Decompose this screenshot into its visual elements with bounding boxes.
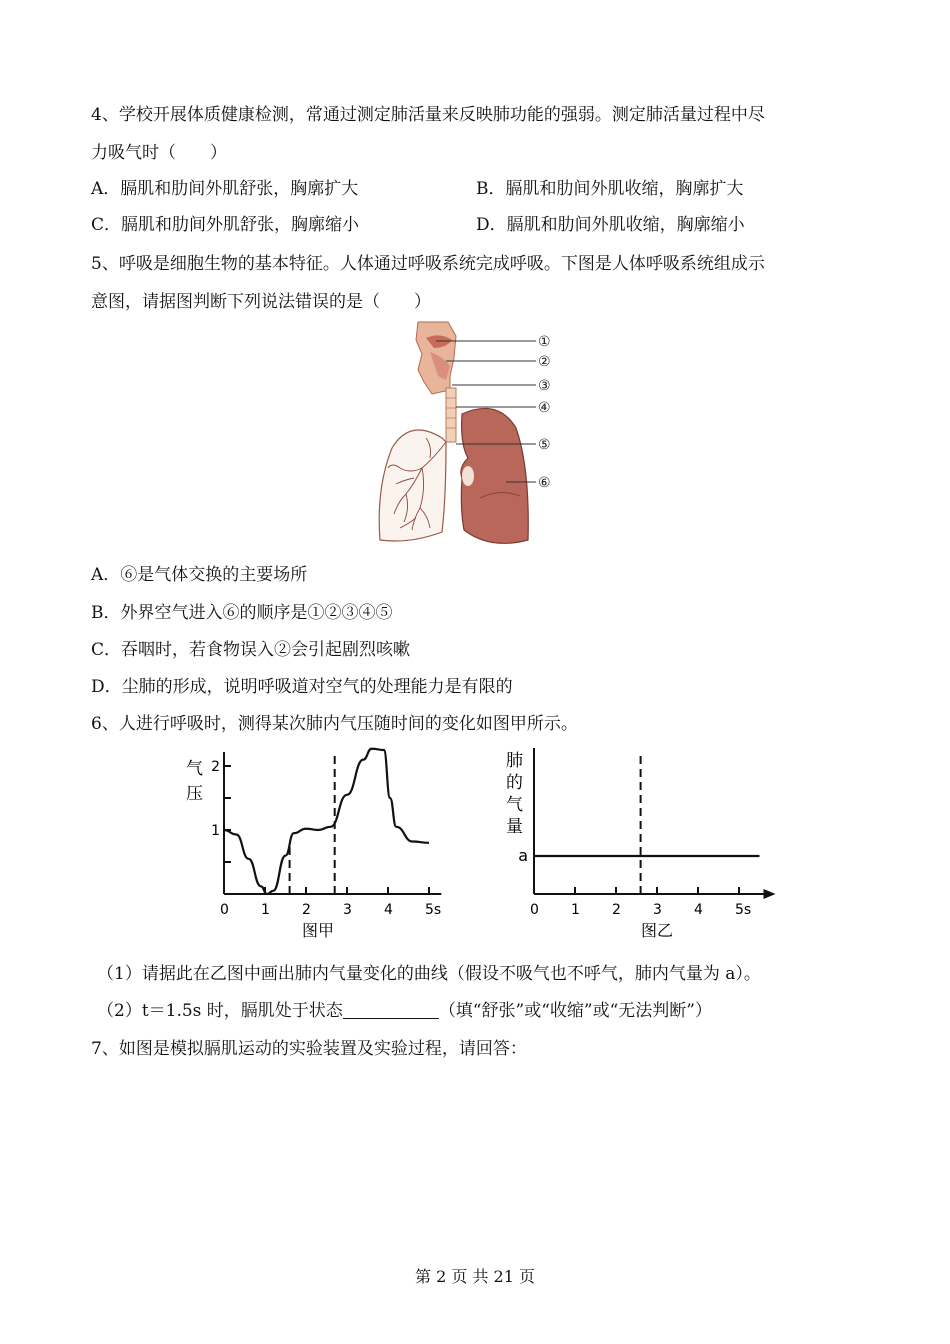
q4-stem-line2: 力吸气时（ ） [91,143,227,163]
chart-yi-title: 图乙 [640,921,674,940]
q7-stem: 7、如图是模拟膈肌运动的实验装置及实验过程，请回答： [91,1039,527,1059]
q6-sub2 [97,999,712,1023]
chart-jia-title: 图甲 [301,921,335,940]
chart-yi-xtick-label: 5s [735,902,752,918]
figure-label-4: ④ [538,400,551,416]
respiratory-system-figure [370,318,570,550]
chart-yi-ytick-a: a [518,846,528,865]
q5-stem-line1: 5、呼吸是细胞生物的基本特征。人体通过呼吸系统完成呼吸。下图是人体呼吸系统组成示 [91,254,765,274]
q4-option-d: D．膈肌和肋间外肌收缩，胸廓缩小 [476,215,745,235]
q4-option-b: B．膈肌和肋间外肌收缩，胸廓扩大 [476,179,744,199]
q5-stem-line2: 意图，请据图判断下列说法错误的是（ ） [91,292,431,312]
q6-sub1: （1）请据此在乙图中画出肺内气量变化的曲线（假设不吸气也不呼气，肺内气量为 a）。 [97,964,761,984]
chart-jia-ylabel-char2: 压 [186,784,203,804]
chart-jia-xtick-label: 1 [261,902,270,918]
chart-yi-xtick-label: 1 [571,902,580,918]
q5-option-a: A．⑥是气体交换的主要场所 [91,565,308,585]
chart-jia-ylabel-char1: 气 [186,759,203,779]
chart-jia-xtick-label: 0 [220,902,229,918]
chart-jia-ytick-label: 2 [211,759,220,775]
chart-jia-xtick-label: 2 [302,902,311,918]
chart-jia [180,742,470,947]
chart-yi-ylabel-char: 的 [506,773,523,793]
chart-yi-ylabel-char: 量 [506,817,523,837]
chart-yi-x-arrow [764,889,776,899]
chart-jia-xtick-label: 4 [384,902,393,918]
q6-answer-blank[interactable] [343,1000,439,1019]
q4-option-c: C．膈肌和肋间外肌舒张，胸廓缩小 [91,215,360,235]
chart-yi-xtick-label: 3 [653,902,662,918]
figure-label-6: ⑥ [538,475,551,491]
chart-yi-ylabel-char: 气 [506,795,523,815]
q5-option-b: B．外界空气进入⑥的顺序是①②③④⑤ [91,603,393,623]
chart-yi-xtick-label: 2 [612,902,621,918]
chart-yi-xtick-label: 4 [694,902,703,918]
chart-jia-ytick-label: 1 [211,823,220,839]
q4-stem-line1: 4、学校开展体质健康检测，常通过测定肺活量来反映肺功能的强弱。测定肺活量过程中尽 [91,105,765,125]
figure-label-2: ② [538,354,551,370]
chart-yi-ylabel-char: 肺 [506,751,523,771]
chart-jia-pressure-curve [224,749,429,894]
q5-option-d: D．尘肺的形成，说明呼吸道对空气的处理能力是有限的 [91,677,513,697]
chart-jia-xtick-label: 5s [425,902,442,918]
figure-label-3: ③ [538,378,551,394]
chart-yi-xtick-label: 0 [530,902,539,918]
q6-stem: 6、人进行呼吸时，测得某次肺内气压随时间的变化如图甲所示。 [91,714,578,734]
figure-label-1: ① [538,334,551,350]
chart-yi [500,742,790,947]
page-footer: 第 2 页 共 21 页 [415,1267,535,1286]
q6-sub2-prefix: （2）t＝1.5s 时，膈肌处于状态 [97,1001,343,1021]
q5-option-c: C．吞咽时，若食物误入②会引起剧烈咳嗽 [91,640,411,660]
q4-option-a: A．膈肌和肋间外肌舒张，胸廓扩大 [91,179,359,199]
chart-jia-xtick-label: 3 [343,902,352,918]
q6-sub2-suffix: （填“舒张”或“收缩”或“无法判断”） [438,1001,712,1021]
trachea-shape [446,388,456,442]
figure-label-5: ⑤ [538,437,551,453]
